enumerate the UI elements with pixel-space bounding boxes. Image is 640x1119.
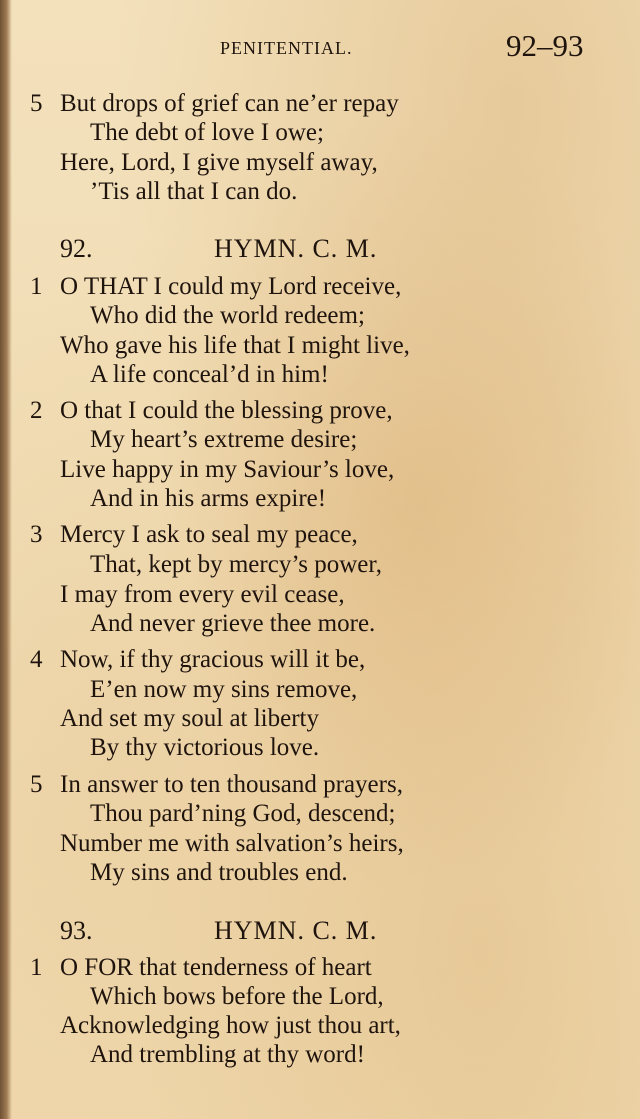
- hymn-92-heading: [0, 233, 640, 265]
- verse-line-text: But drops of grief can ne’er repay: [60, 90, 399, 117]
- verse-number: 1: [30, 273, 43, 300]
- verse-line: [0, 301, 600, 331]
- verse-line: [0, 704, 600, 734]
- verse-line-text: E’en now my sins remove,: [90, 676, 358, 703]
- verse-number: 2: [30, 397, 43, 424]
- verse-line-text: My heart’s extreme desire;: [90, 426, 358, 453]
- verse-line: [0, 118, 600, 148]
- verse-line-text: In answer to ten thousand prayers,: [60, 771, 403, 798]
- verse-line: [0, 675, 600, 705]
- verse-line: [0, 455, 600, 485]
- verse-line: [0, 550, 600, 580]
- verse-number: 1: [30, 954, 43, 981]
- verse-line-text: And set my soul at liberty: [60, 705, 319, 732]
- verse-line-text: And never grieve thee more.: [90, 610, 376, 637]
- hymn-number: 92.: [60, 234, 93, 263]
- verse-line: [0, 645, 600, 675]
- verse-line-text: Thou pard’ning God, descend;: [90, 800, 396, 827]
- verse-number: 3: [30, 521, 43, 548]
- verse-line-text: Now, if thy gracious will it be,: [60, 646, 366, 673]
- verse-line-text: My sins and troubles end.: [90, 859, 348, 886]
- verse-line-text: Number me with salvation’s heirs,: [60, 830, 404, 857]
- verse-line-text: Which bows before the Lord,: [90, 983, 384, 1010]
- verse-number: 5: [30, 771, 43, 798]
- verse-line: [0, 799, 600, 829]
- verse-line: [0, 360, 600, 390]
- verse-line: [0, 829, 600, 859]
- verse-line-text: And in his arms expire!: [90, 485, 327, 512]
- verse-line-text: Live happy in my Saviour’s love,: [60, 456, 395, 483]
- running-title: PENITENTIAL.: [220, 38, 353, 58]
- verse-number: 4: [30, 646, 43, 673]
- verse-line-text: Who did the world redeem;: [90, 302, 365, 329]
- hymn-93-heading: [0, 915, 640, 947]
- verse-line: [0, 770, 600, 800]
- verse-line-text: O that I could the blessing prove,: [60, 397, 393, 424]
- verse-line-text: I may from every evil cease,: [60, 581, 345, 608]
- verse-line: [0, 609, 600, 639]
- verse-line: [0, 733, 600, 763]
- verse-line: [0, 148, 600, 178]
- verse-line: [0, 177, 600, 207]
- verse-line: [0, 858, 600, 888]
- verse-line: [0, 982, 600, 1012]
- verse-line-text: And trembling at thy word!: [90, 1041, 365, 1068]
- verse-line-text: Who gave his life that I might live,: [60, 332, 410, 359]
- verse-line-text: ’Tis all that I can do.: [90, 178, 298, 205]
- verse-line-text: Mercy I ask to seal my peace,: [60, 521, 358, 548]
- verse-line: [0, 396, 600, 426]
- verse-line: [0, 953, 600, 983]
- verse-line-text: The debt of love I owe;: [90, 119, 324, 146]
- hymn-title: HYMN. C. M.: [214, 916, 378, 945]
- page-header: [0, 28, 640, 68]
- verse-line: [0, 89, 600, 119]
- page-numbers: 92–93: [506, 28, 584, 63]
- verse-number: 5: [30, 90, 43, 117]
- verse-line: [0, 272, 600, 302]
- verse-line-text: That, kept by mercy’s power,: [90, 551, 382, 578]
- verse-line: [0, 580, 600, 610]
- hymn-number: 93.: [60, 916, 93, 945]
- verse-line: [0, 520, 600, 550]
- verse-line-text: A life conceal’d in him!: [90, 361, 329, 388]
- verse-line-text: By thy victorious love.: [90, 734, 320, 761]
- verse-line: [0, 1040, 600, 1070]
- verse-line: [0, 425, 600, 455]
- hymn-title: HYMN. C. M.: [214, 234, 378, 263]
- verse-line-text: Here, Lord, I give myself away,: [60, 149, 378, 176]
- verse-line: [0, 484, 600, 514]
- verse-line: [0, 331, 600, 361]
- verse-line-text: Acknowledging how just thou art,: [60, 1012, 401, 1039]
- verse-line: [0, 1011, 600, 1041]
- verse-line-text: O FOR that tenderness of heart: [60, 954, 372, 981]
- verse-line-text: O THAT I could my Lord receive,: [60, 273, 402, 300]
